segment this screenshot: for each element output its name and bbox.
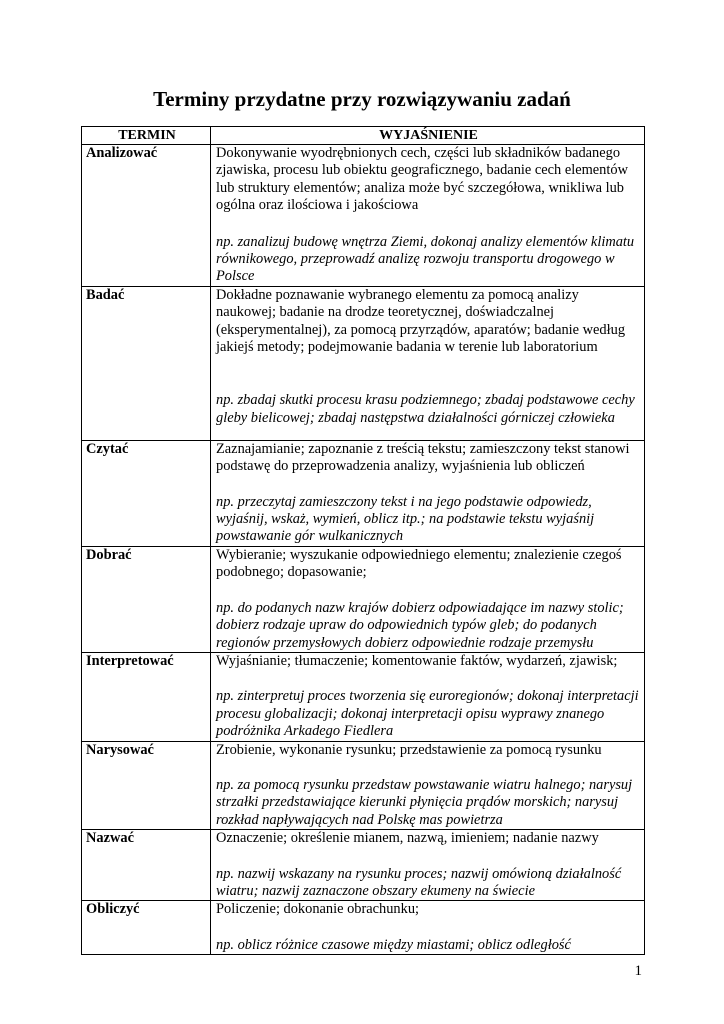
term-cell: Analizować	[82, 145, 211, 287]
explanation-text: Dokonywanie wyodrębnionych cech, części lub składników badanego zjawiska, procesu lub obiektu geograficznego, badanie cech elementów lub struktury elementów; analiza może być szczegółowa, wnikliwa lub ogólna oraz ilościowa i jakościowa	[216, 145, 628, 214]
term-cell: Dobrać	[82, 546, 211, 652]
term-cell: Interpretować	[82, 652, 211, 741]
example-text: np. zinterpretuj proces tworzenia się euroregionów; dokonaj interpretacji procesu globalizacji; dokonaj interpretacji opisu wyprawy znanego podróżnika Arkadego Fiedlera	[216, 688, 639, 740]
table-row	[82, 830, 645, 901]
example-text: np. za pomocą rysunku przedstaw powstawanie wiatru halnego; narysuj strzałki przedstawiające kierunki płynięcia prądów morskich; narysuj rozkład napływających nad Polskę mas powietrza	[216, 776, 633, 828]
explanation-cell	[211, 741, 645, 830]
table-row	[82, 546, 645, 652]
explanation-cell	[211, 440, 645, 546]
table-header-row	[82, 127, 645, 145]
example-text: np. oblicz różnice czasowe między miastami; oblicz odległość	[216, 936, 571, 953]
explanation-cell	[211, 145, 645, 287]
example-text: np. przeczytaj zamieszczony tekst i na jego podstawie odpowiedz, wyjaśnij, wskaż, wymień, oblicz itp.; na podstawie tekstu wyjaśnij powstawanie gór wulkanicznych	[216, 493, 595, 545]
example-text: np. zbadaj skutki procesu krasu podziemnego; zbadaj podstawowe cechy gleby bielicowej; zbadaj następstwa działalności górniczej człowieka	[216, 392, 635, 426]
table-row	[82, 652, 645, 741]
explanation-cell	[211, 546, 645, 652]
term-cell: Czytać	[82, 440, 211, 546]
explanation-text: Policzenie; dokonanie obrachunku;	[216, 901, 420, 918]
explanation-text: Zrobienie, wykonanie rysunku; przedstawienie za pomocą rysunku	[216, 741, 602, 758]
table-row	[82, 901, 645, 955]
explanation-text: Wybieranie; wyszukanie odpowiedniego elementu; znalezienie czegoś podobnego; dopasowanie;	[216, 546, 622, 581]
terms-table	[81, 126, 645, 955]
term-cell: Narysować	[82, 741, 211, 830]
term-cell: Obliczyć	[82, 901, 211, 955]
explanation-cell	[211, 652, 645, 741]
explanation-text: Dokładne poznawanie wybranego elementu za pomocą analizy naukowej; badanie na drodze teoretycznej, doświadczalnej (eksperymentalnej), za pomocą przyrządów, aparatów; badanie według jakiejś metody; podejmowanie badania w terenie lub laboratorium	[216, 286, 626, 356]
explanation-cell	[211, 830, 645, 901]
explanation-cell	[211, 286, 645, 440]
explanation-text: Zaznajamianie; zapoznanie z treścią tekstu; zamieszczony tekst stanowi podstawę do przeprowadzenia analizy, wyjaśnienia lub obliczeń	[216, 440, 630, 475]
term-cell: Badać	[82, 286, 211, 440]
example-text: np. zanalizuj budowę wnętrza Ziemi, dokonaj analizy elementów klimatu równikowego, przeprowadź analizę rozwoju transportu drogowego w Polsce	[216, 233, 635, 285]
page-number: 1	[634, 963, 642, 979]
example-text: np. nazwij wskazany na rysunku proces; nazwij omówioną działalność wiatru; nazwij zaznaczone obszary ekumeny na świecie	[216, 865, 622, 899]
header-term: TERMIN	[82, 127, 211, 145]
table-row	[82, 286, 645, 440]
page-title: Terminy przydatne przy rozwiązywaniu zadań	[153, 87, 571, 111]
explanation-cell	[211, 901, 645, 955]
table-row	[82, 145, 645, 287]
explanation-text: Wyjaśnianie; tłumaczenie; komentowanie faktów, wydarzeń, zjawisk;	[216, 652, 618, 669]
table-row	[82, 440, 645, 546]
explanation-text: Oznaczenie; określenie mianem, nazwą, imieniem; nadanie nazwy	[216, 830, 599, 847]
example-text: np. do podanych nazw krajów dobierz odpowiadające im nazwy stolic; dobierz rodzaje upraw do odpowiednich typów gleb; do podanych regionów przemysłowych dobierz odpowiednie rodzaje przemysłu	[216, 599, 624, 651]
header-explanation: WYJAŚNIENIE	[211, 127, 645, 145]
table-row	[82, 741, 645, 830]
term-cell: Nazwać	[82, 830, 211, 901]
